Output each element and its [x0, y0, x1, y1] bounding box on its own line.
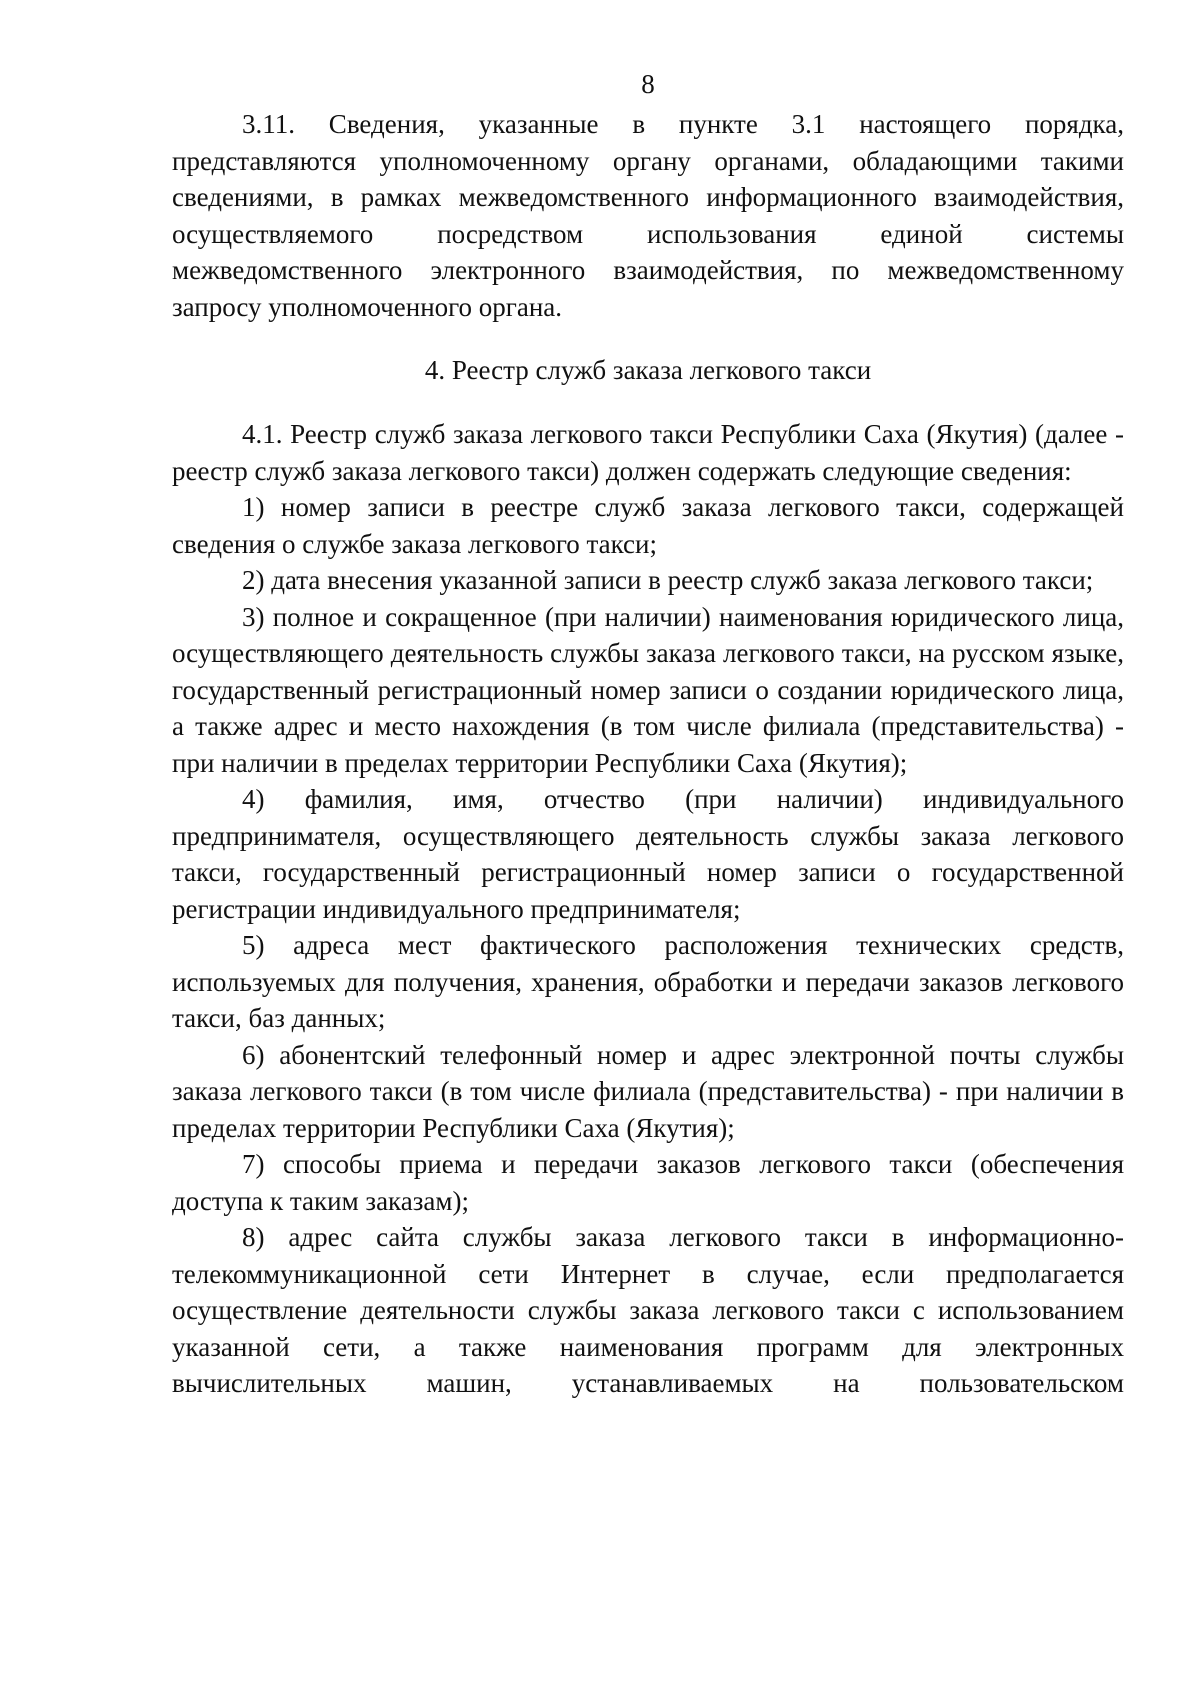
section-4-title: 4. Реестр служб заказа легкового такси [424, 355, 872, 385]
list-item-1: 1) номер записи в реестре служб заказа легкового такси, содержащей сведения о службе заказа легкового такси; [172, 492, 1124, 559]
list-item-5: 5) адреса мест фактического расположения технических средств, используемых для получения, хранения, обработки и передачи заказов легкового такси, баз данных; [172, 930, 1124, 1033]
list-item-6: 6) абонентский телефонный номер и адрес электронной почты службы заказа легкового такси (в том числе филиала (представительства) - при наличии в пределах территории Республики Саха (Якутия); [172, 1039, 1124, 1143]
paragraph-3-11: 3.11. Сведения, указанные в пункте 3.1 настоящего порядка, представляются уполномоченному органу органами, обладающими такими сведениями, в рамках межведомственного информационного взаимодействия, осуществляемого посредством использования единой системы межведомственного электронного взаимодействия, по межведомственному запросу уполномоченного органа. [172, 109, 1124, 322]
list-item-7: 7) способы приема и передачи заказов легкового такси (обеспечения доступа к таким заказам); [172, 1149, 1124, 1216]
page-number: 8 [641, 69, 655, 99]
list-item-3: 3) полное и сокращенное (при наличии) наименования юридического лица, осуществляющего деятельность службы заказа легкового такси, на русском языке, государственный регистрационный номер записи о создании юридического лица, а также адрес и место нахождения (в том числе филиала (представительства) - при наличии в пределах территории Республики Саха (Якутия); [172, 601, 1124, 778]
list-item-4: 4) фамилия, имя, отчество (при наличии) индивидуального предпринимателя, осуществляющего деятельность службы заказа легкового такси, государственный регистрационный номер записи о государственной регистрации индивидуального предпринимателя; [172, 784, 1124, 924]
list-item-2: 2) дата внесения указанной записи в реестр служб заказа легкового такси; [242, 565, 1094, 595]
paragraph-4-1: 4.1. Реестр служб заказа легкового такси Республики Саха (Якутия) (далее - реестр служб заказа легкового такси) должен содержать следующие сведения: [172, 419, 1124, 486]
document-page [172, 68, 1124, 1402]
list-item-8: 8) адрес сайта службы заказа легкового такси в информационно-телекоммуникационной сети Интернет в случае, если предполагается осуществление деятельности службы заказа легкового такси с использованием указанной сети, а также наименования программ для электронных вычислительных машин, устанавливаемых на пользовательском [172, 1222, 1124, 1398]
